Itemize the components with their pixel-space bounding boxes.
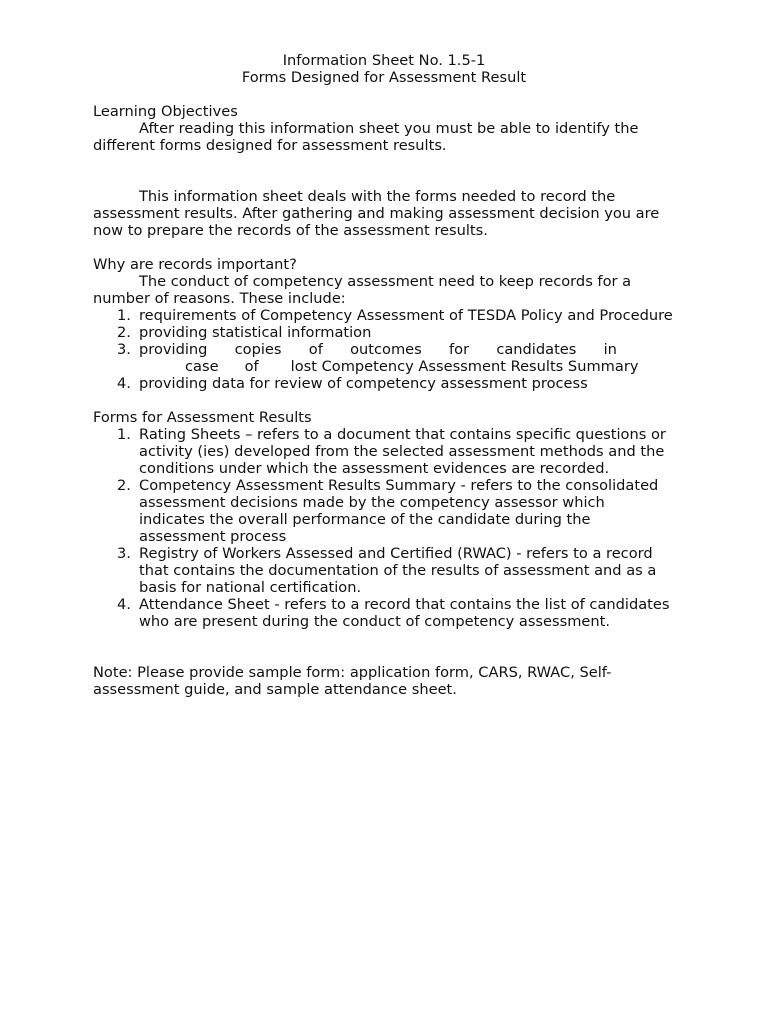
list-item xyxy=(93,545,675,596)
list-item-line xyxy=(139,358,675,375)
word: copies xyxy=(234,341,282,358)
intro-paragraph: This information sheet deals with the forms needed to record the assessment results. After gathering and making assessment decision you are now to prepare the records of the assessment results. xyxy=(93,188,660,239)
document-body xyxy=(93,52,675,698)
list-number: 1. xyxy=(117,426,131,443)
page-subtitle: Forms Designed for Assessment Result xyxy=(241,69,527,86)
word: candidates xyxy=(496,341,577,358)
list-item xyxy=(93,341,675,375)
word: for xyxy=(449,341,470,358)
records-text: The conduct of competency assessment need to keep records for a number of reasons. These include: xyxy=(93,273,632,307)
word: of xyxy=(308,341,323,358)
list-number: 2. xyxy=(117,324,131,341)
list-item-text: Attendance Sheet - refers to a record that contains the list of candidates who are present during the conduct of competency assessment. xyxy=(139,596,670,630)
records-list xyxy=(93,307,675,392)
forms-list xyxy=(93,426,675,630)
word: lost Competency Assessment Results Summary xyxy=(290,358,639,375)
list-item-text: requirements of Competency Assessment of TESDA Policy and Procedure xyxy=(139,307,673,324)
word: providing xyxy=(139,341,208,358)
word: case xyxy=(185,358,219,375)
list-number: 4. xyxy=(117,596,131,613)
word: in xyxy=(603,341,617,358)
list-item xyxy=(93,596,675,630)
forms-heading: Forms for Assessment Results xyxy=(93,409,312,426)
list-number: 2. xyxy=(117,477,131,494)
list-item xyxy=(93,375,675,392)
list-item-text: providing data for review of competency assessment process xyxy=(139,375,588,392)
word: of xyxy=(244,358,259,375)
list-item xyxy=(93,324,675,341)
list-number: 3. xyxy=(117,545,131,562)
list-item xyxy=(93,426,675,477)
objectives-heading: Learning Objectives xyxy=(93,103,238,120)
list-item-text: Rating Sheets – refers to a document that contains specific questions or activity (ies) developed from the selected assessment methods and the conditions under which the assessment evidences are recorded. xyxy=(139,426,666,477)
list-item-text: Competency Assessment Results Summary - refers to the consolidated assessment decisions made by the competency assessor which indicates the overall performance of the candidate during the assessment process xyxy=(139,477,659,545)
list-number: 1. xyxy=(117,307,131,324)
page-title: Information Sheet No. 1.5-1 xyxy=(282,52,486,69)
word: outcomes xyxy=(350,341,422,358)
note-text: Note: Please provide sample form: application form, CARS, RWAC, Self-assessment guide, and sample attendance sheet. xyxy=(93,664,612,698)
list-item-line xyxy=(139,341,617,358)
list-item xyxy=(93,307,675,324)
records-heading: Why are records important? xyxy=(93,256,297,273)
list-item-text: Registry of Workers Assessed and Certified (RWAC) - refers to a record that contains the documentation of the results of assessment and as a basis for national certification. xyxy=(139,545,657,596)
list-item xyxy=(93,477,675,545)
objectives-text: After reading this information sheet you must be able to identify the different forms designed for assessment results. xyxy=(93,120,639,154)
list-item-text: providing statistical information xyxy=(139,324,372,341)
list-number: 3. xyxy=(117,341,131,358)
list-number: 4. xyxy=(117,375,131,392)
